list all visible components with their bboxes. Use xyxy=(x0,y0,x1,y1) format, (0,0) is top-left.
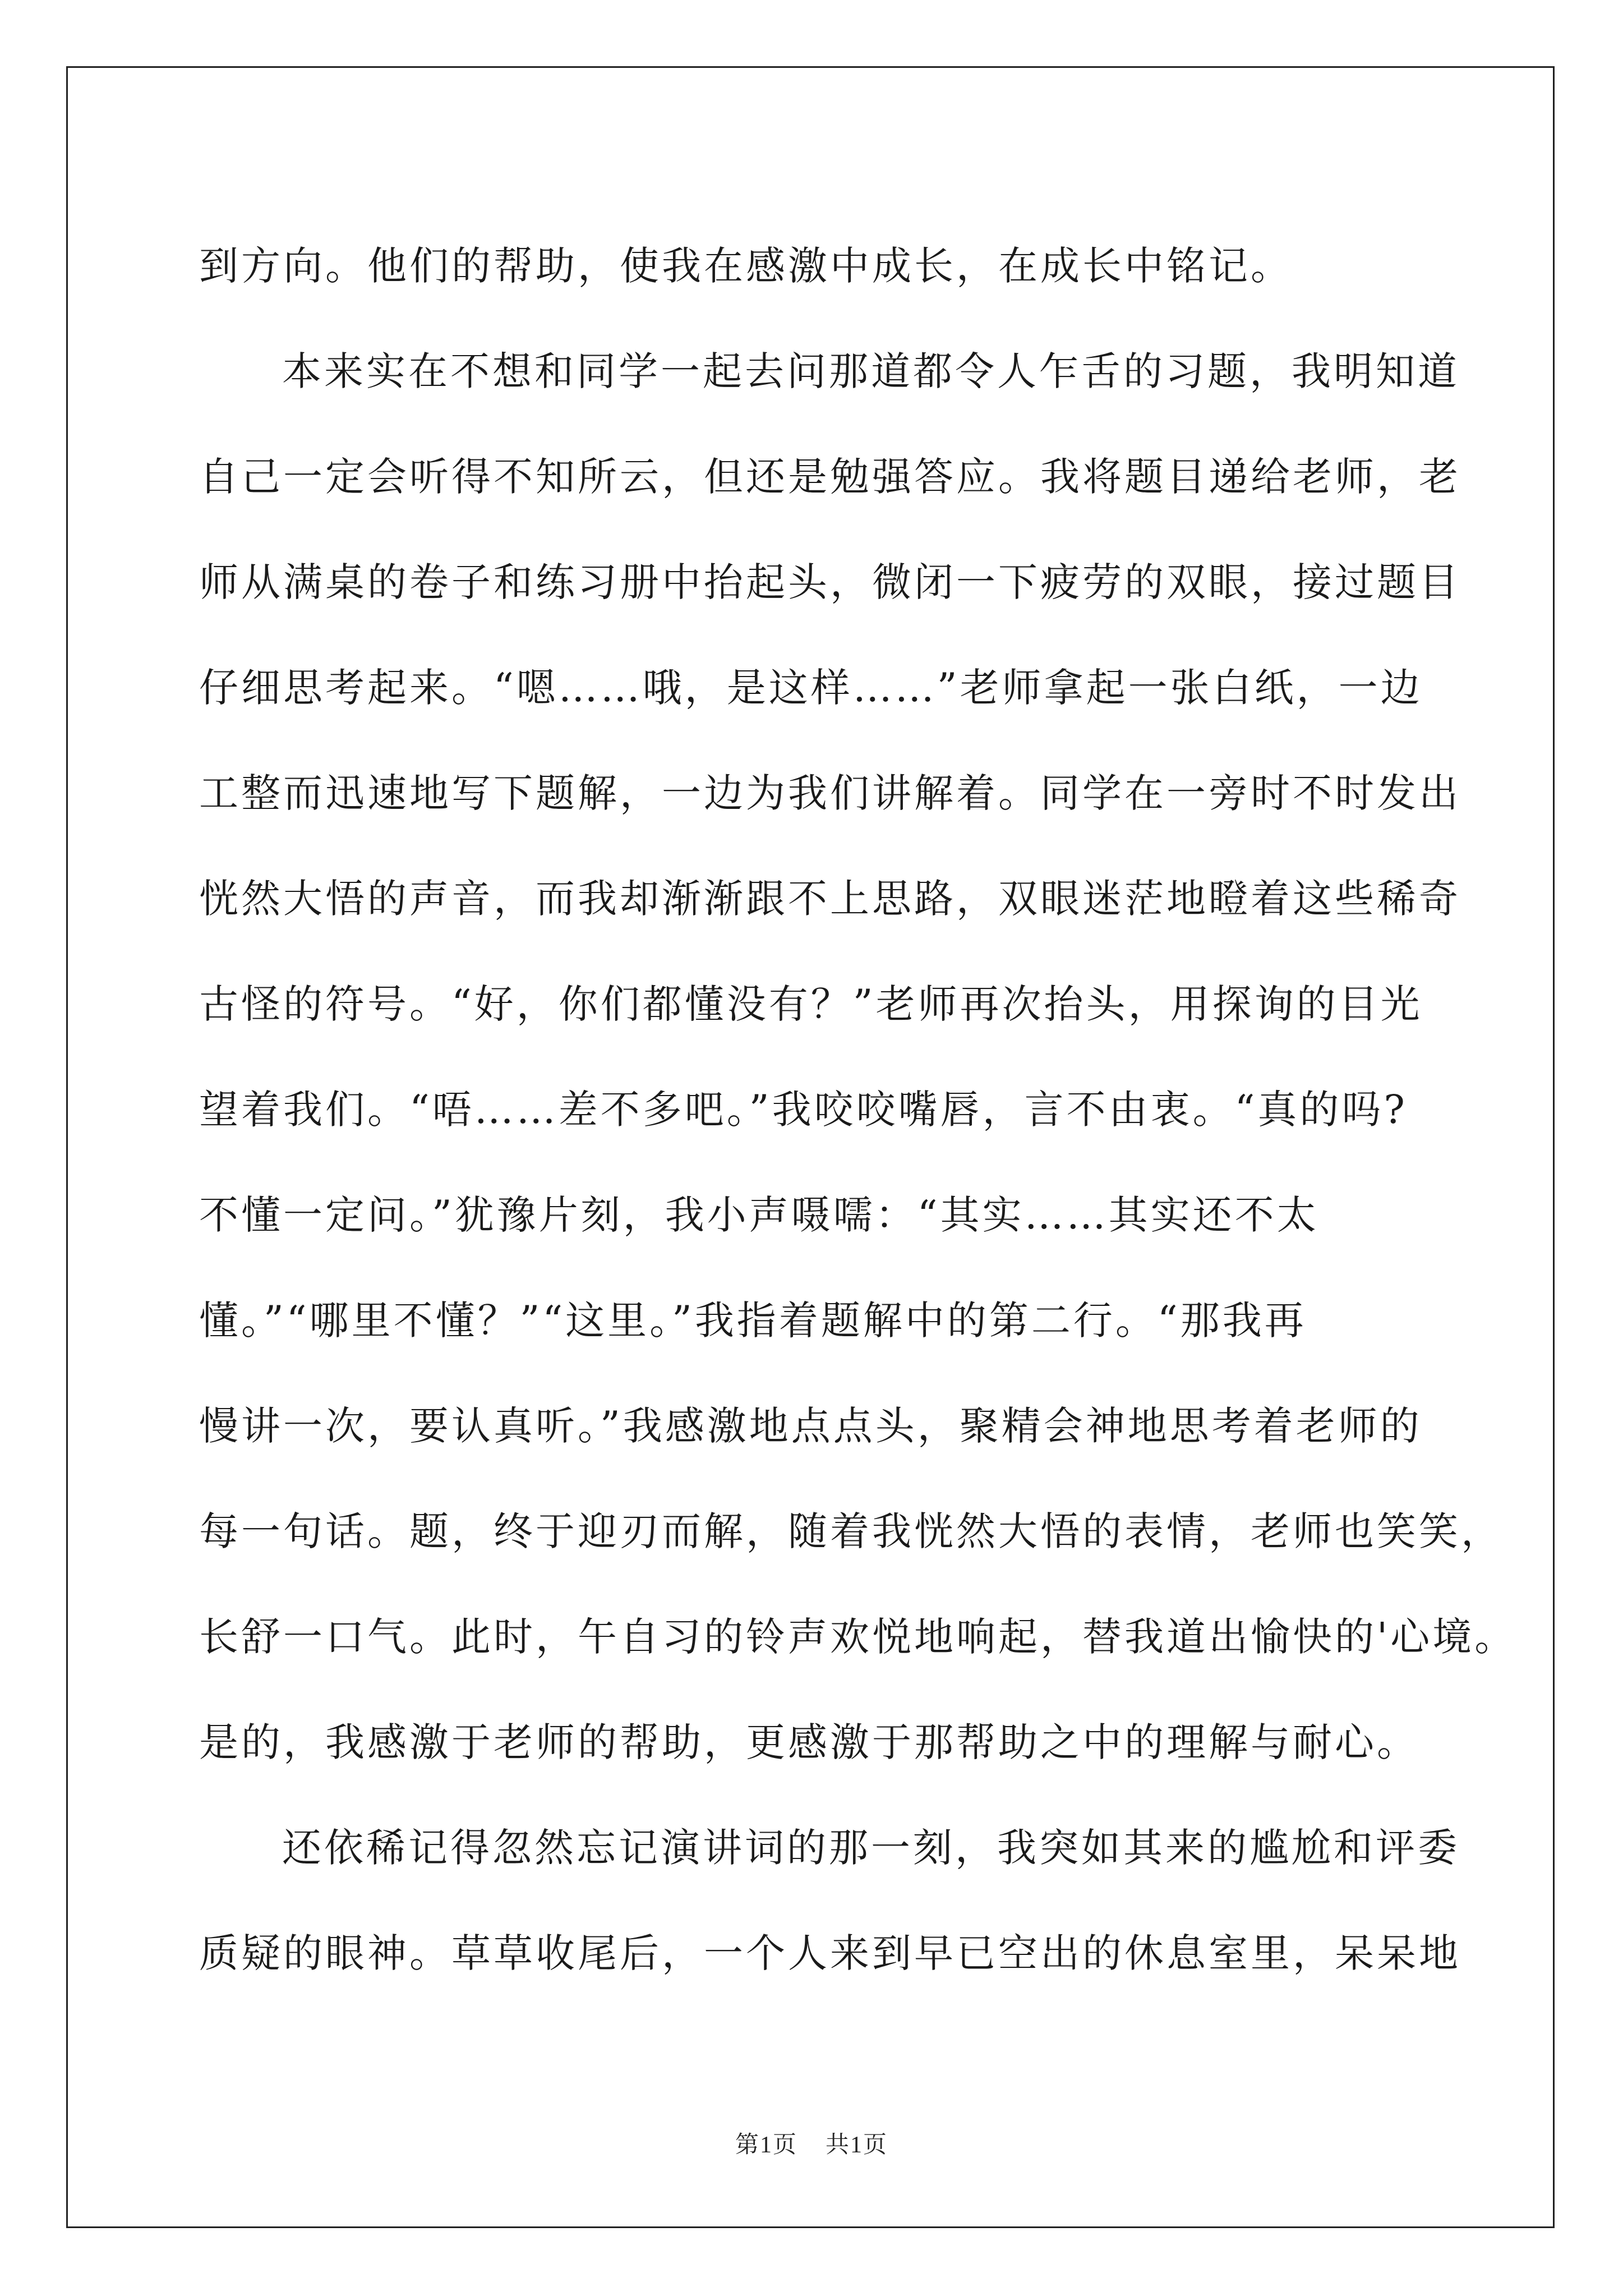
text-line: 每一句话。题，终于迎刃而解，随着我恍然大悟的表情，老师也笑笑， xyxy=(199,1508,1503,1554)
text-line: 恍然大悟的声音，而我却渐渐跟不上思路，双眼迷茫地瞪着这些稀奇 xyxy=(199,876,1461,922)
text-line: 本来实在不想和同学一起去问那道都令人乍舌的习题，我明知道 xyxy=(282,348,1460,394)
text-line: 是的，我感激于老师的帮助，更感激于那帮助之中的理解与耐心。 xyxy=(199,1719,1419,1765)
text-line: 到方向。他们的帮助，使我在感激中成长，在成长中铭记。 xyxy=(199,243,1293,289)
text-line: 古怪的符号。“好，你们都懂没有？”老师再次抬头，用探询的目光 xyxy=(199,981,1423,1027)
text-line: 质疑的眼神。草草收尾后，一个人来到早已空出的休息室里，呆呆地 xyxy=(199,1930,1461,1976)
document-body xyxy=(199,213,1517,2006)
page-footer xyxy=(0,2126,1623,2160)
text-line: 懂。”“哪里不懂？”“这里。”我指着题解中的第二行。“那我再 xyxy=(199,1297,1307,1343)
text-line: 师从满桌的卷子和练习册中抬起头，微闭一下疲劳的双眼，接过题目 xyxy=(199,559,1461,605)
page-number: 第1页 xyxy=(735,2132,797,2158)
text-line: 还依稀记得忽然忘记演讲词的那一刻，我突如其来的尴尬和评委 xyxy=(282,1825,1460,1871)
text-line: 自己一定会听得不知所云，但还是勉强答应。我将题目递给老师，老 xyxy=(199,454,1461,500)
text-line: 工整而迅速地写下题解，一边为我们讲解着。同学在一旁时不时发出 xyxy=(199,770,1461,816)
text-line: 长舒一口气。此时，午自习的铃声欢悦地响起，替我道出愉快的'心境。 xyxy=(199,1614,1517,1660)
text-line: 仔细思考起来。“嗯……哦，是这样……”老师拿起一张白纸，一边 xyxy=(199,665,1423,711)
text-line: 慢讲一次，要认真听。”我感激地点点头，聚精会神地思考着老师的 xyxy=(199,1403,1422,1449)
text-line: 望着我们。“唔……差不多吧。”我咬咬嘴唇，言不由衷。“真的吗? xyxy=(199,1087,1408,1133)
page-total: 共1页 xyxy=(826,2132,888,2158)
text-line: 不懂一定问。”犹豫片刻，我小声嗫嚅：“其实……其实还不太 xyxy=(199,1192,1319,1238)
